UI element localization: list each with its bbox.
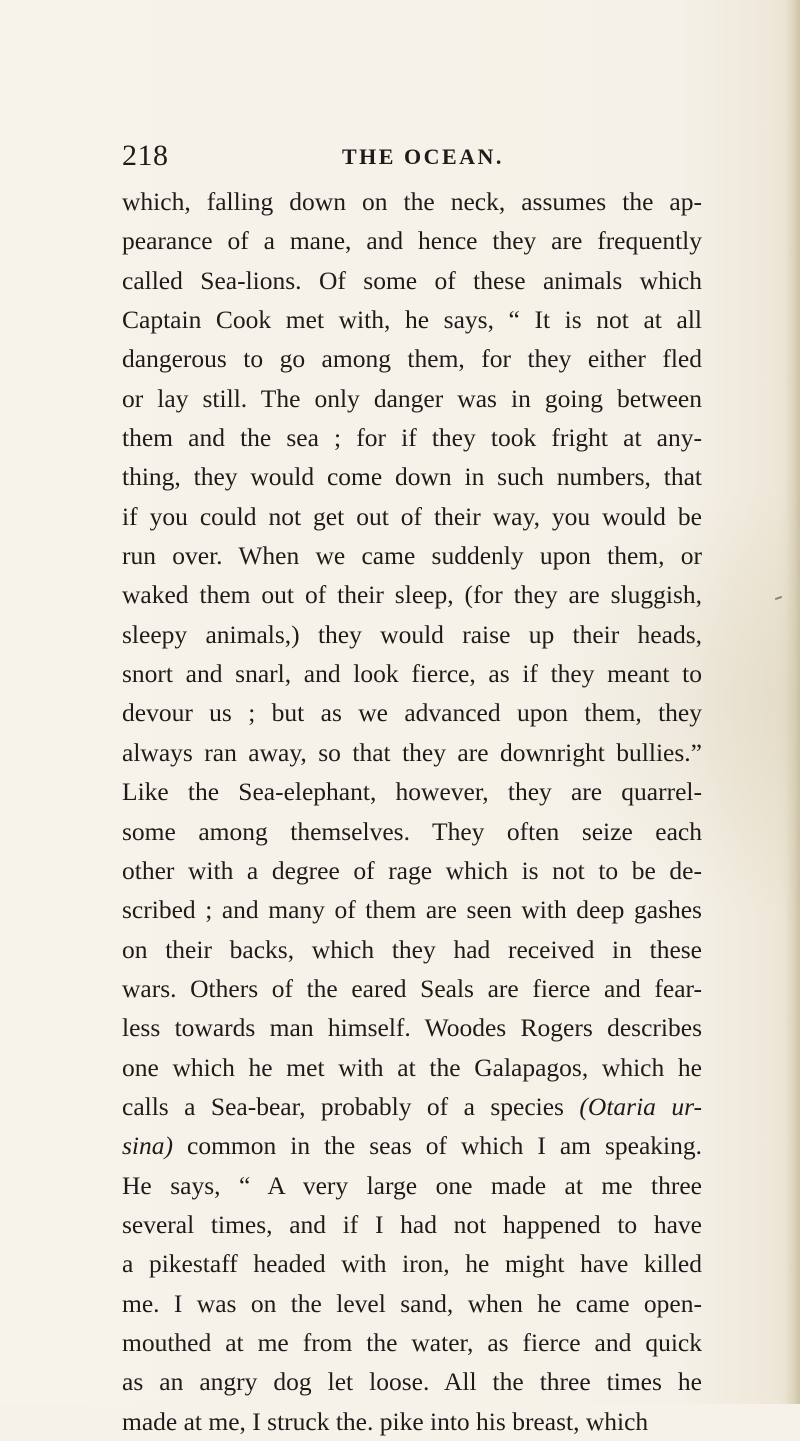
- text-line: a pikestaff headed with iron, he might have killed: [122, 1249, 702, 1279]
- text-line-with-italic: [122, 1126, 702, 1165]
- page-edge-shadow: [786, 0, 800, 1404]
- text-line: or lay still. The only danger was in going between: [122, 383, 702, 413]
- body-text: [122, 182, 702, 1441]
- text-line: several times, and if I had not happened to have: [122, 1209, 702, 1239]
- line-text: calls a Sea-bear, probably of a species: [122, 1091, 564, 1121]
- margin-mark: [775, 596, 782, 600]
- text-line: mouthed at me from the water, as fierce and quick: [122, 1327, 702, 1357]
- text-line: which, falling down on the neck, assumes the ap-: [122, 187, 702, 216]
- text-line: He says, “ A very large one made at me three: [122, 1170, 702, 1200]
- text-line: dangerous to go among them, for they either fled: [122, 344, 702, 374]
- text-line: pearance of a mane, and hence they are frequently: [122, 226, 702, 256]
- text-line: thing, they would come down in such numbers, that: [122, 462, 702, 492]
- page-number: 218: [122, 139, 169, 172]
- running-head: [122, 138, 702, 174]
- text-line: Like the Sea-elephant, however, they are quarrel-: [122, 777, 702, 807]
- text-line: them and the sea ; for if they took fright at any-: [122, 423, 702, 453]
- running-title: THE OCEAN.: [342, 144, 504, 169]
- text-line: run over. When we came suddenly upon them, or: [122, 541, 702, 571]
- text-line: waked them out of their sleep, (for they are sluggish,: [122, 580, 702, 610]
- text-line: snort and snarl, and look fierce, as if they meant to: [122, 659, 702, 689]
- text-line: some among themselves. They often seize each: [122, 816, 702, 846]
- text-line: if you could not get out of their way, you would be: [122, 501, 702, 531]
- text-line: called Sea-lions. Of some of these animals which: [122, 265, 702, 295]
- text-line: one which he met with at the Galapagos, which he: [122, 1052, 702, 1082]
- italic-species-name: (Otaria ur-: [579, 1091, 703, 1121]
- text-line: other with a degree of rage which is not to be de-: [122, 855, 702, 885]
- italic-species-name: sina): [122, 1131, 173, 1161]
- text-line: less towards man himself. Woodes Rogers describes: [122, 1013, 702, 1043]
- text-line: Captain Cook met with, he says, “ It is not at all: [122, 305, 702, 335]
- text-line: as an angry dog let loose. All the three times he: [122, 1367, 702, 1397]
- text-line: wars. Others of the eared Seals are fierce and fear-: [122, 973, 702, 1003]
- text-line: always ran away, so that they are downright bullies.”: [122, 737, 702, 767]
- text-line: made at me, I struck the. pike into his breast, which: [122, 1406, 649, 1436]
- text-line-with-italic: [122, 1087, 702, 1126]
- text-line: sleepy animals,) they would raise up their heads,: [122, 619, 702, 649]
- line-text: common in the seas of which I am speaking.: [187, 1131, 703, 1161]
- text-line: devour us ; but as we advanced upon them, they: [122, 698, 702, 728]
- text-line: me. I was on the level sand, when he came open-: [122, 1288, 702, 1318]
- text-line: on their backs, which they had received in these: [122, 934, 702, 964]
- text-line: scribed ; and many of them are seen with deep gashes: [122, 895, 702, 925]
